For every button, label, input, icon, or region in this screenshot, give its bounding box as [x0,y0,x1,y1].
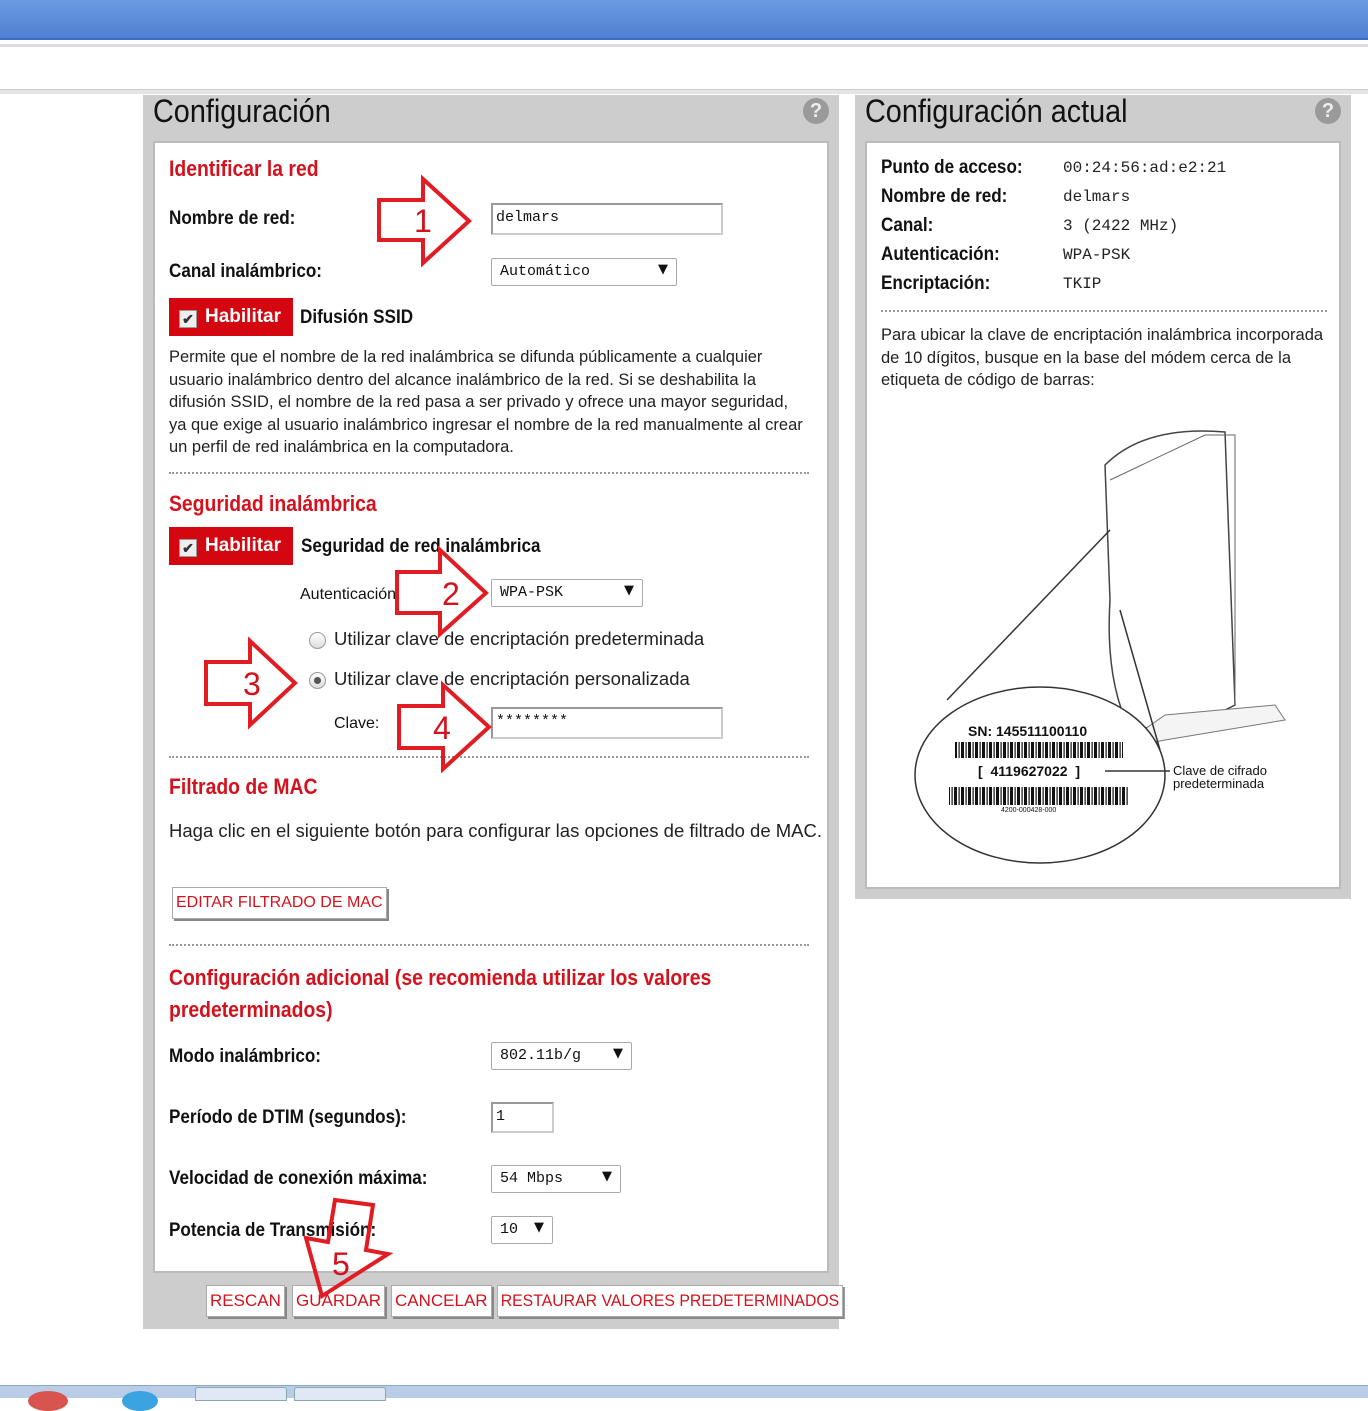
info-value: delmars [1063,188,1131,206]
info-label: Encriptación: [881,273,991,294]
info-value: WPA-PSK [1063,246,1131,264]
edit-mac-filter-button[interactable]: EDITAR FILTRADO DE MAC [172,887,387,919]
info-label: Autenticación: [881,244,1000,265]
channel-label: Canal inalámbrico: [169,261,322,282]
toolbar-divider [0,44,1368,47]
info-label: Canal: [881,215,934,236]
modem-illustration [905,420,1325,870]
current-config-table [881,157,1321,302]
power-label: Potencia de Transmisión: [169,1220,377,1241]
window-title-bar [0,0,1368,40]
chevron-down-icon: ▼ [534,1220,544,1235]
power-value: 10 [500,1221,519,1238]
divider [169,756,809,758]
auth-select[interactable] [491,579,643,607]
channel-value: Automático [500,263,591,280]
info-value: TKIP [1063,275,1102,293]
auth-value: WPA-PSK [500,584,564,601]
label-caption: Clave de cifrado predeterminada [1173,763,1267,791]
taskbar-window-button[interactable] [195,1387,287,1401]
speed-select[interactable] [491,1165,621,1193]
label-default-key: [ 4119627022 ] [978,763,1080,779]
info-value: 3 (2422 MHz) [1063,217,1179,235]
help-icon[interactable]: ? [803,98,829,124]
annotation-number: 4 [433,710,451,746]
enable-label: Habilitar [205,535,282,556]
channel-select[interactable] [491,258,677,286]
annotation-number: 2 [442,576,460,612]
power-select[interactable] [491,1216,553,1244]
info-label: Punto de acceso: [881,157,1023,178]
annotation-number: 5 [332,1246,350,1282]
info-value: 00:24:56:ad:e2:21 [1063,159,1227,177]
restore-defaults-button[interactable]: RESTAURAR VALORES PREDETERMINADOS [497,1285,843,1317]
radio-default-key[interactable] [309,632,326,649]
browser-icon[interactable] [122,1391,158,1411]
chevron-down-icon: ▼ [613,1046,623,1061]
config-title: Configuración [153,93,331,129]
speed-value: 54 Mbps [500,1170,564,1187]
key-location-note: Para ubicar la clave de encriptación inalámbrica incorporada de 10 dígitos, busque en la base del módem cerca de la etiqueta de código de barras: [881,326,1324,389]
section-identify-heading: Identificar la red [169,156,319,181]
cancel-button[interactable]: CANCELAR [391,1285,492,1317]
rescan-button[interactable]: RESCAN [206,1285,285,1317]
divider [881,310,1327,312]
annotation-number: 3 [243,666,261,702]
section-mac-heading: Filtrado de MAC [169,774,318,799]
info-row [881,186,1321,215]
info-row [881,273,1321,302]
network-name-label: Nombre de red: [169,208,296,229]
security-enable-checkbox[interactable] [169,527,293,565]
current-config-title: Configuración actual [865,93,1128,129]
ssid-broadcast-label: Difusión SSID [300,307,414,328]
barcode-icon [955,742,1123,758]
chevron-down-icon: ▼ [602,1169,612,1184]
chevron-down-icon: ▼ [658,262,668,277]
taskbar [0,1385,1368,1398]
chevron-down-icon: ▼ [624,583,634,598]
speed-label: Velocidad de conexión máxima: [169,1168,428,1189]
checkbox-checked-icon: ✔ [179,539,197,557]
checkbox-checked-icon: ✔ [179,310,197,328]
section-additional-heading: Configuración adicional (se recomienda utilizar los valores predeterminados) [169,965,712,1022]
key-input[interactable]: ******** [491,707,723,739]
mode-select[interactable] [491,1042,632,1070]
divider [169,944,809,946]
ssid-enable-checkbox[interactable] [169,298,293,336]
default-key-value: 4119627022 [990,763,1068,779]
info-row [881,215,1321,244]
section-security-heading: Seguridad inalámbrica [169,491,377,516]
security-label: Seguridad de red inalámbrica [301,536,541,557]
radio-custom-key-label[interactable]: Utilizar clave de encriptación personalizada [334,668,690,689]
taskbar-window-button[interactable] [294,1387,386,1401]
annotation-number: 1 [414,203,432,239]
info-label: Nombre de red: [881,186,1008,207]
barcode-icon [949,787,1129,805]
radio-custom-key[interactable] [309,672,326,689]
mode-label: Modo inalámbrico: [169,1046,322,1067]
mac-description: Haga clic en el siguiente botón para configurar las opciones de filtrado de MAC. [169,820,823,841]
save-button[interactable]: GUARDAR [292,1285,385,1317]
enable-label: Habilitar [205,306,282,327]
ssid-description: Permite que el nombre de la red inalámbrica se difunda públicamente a cualquier usuario inalámbrico dentro del alcance inalámbrico de la red. Si se deshabilita la difusión SSID, el nombre de la red pasa a ser privado y ofrece una mayor seguridad, ya que exige al usuario inalámbrico ingresar el nombre de la red manualmente al crear un perfil de red inalámbrica en la computadora. [169,348,803,456]
info-row [881,244,1321,273]
info-row [881,157,1321,186]
help-icon[interactable]: ? [1315,98,1341,124]
divider [169,472,809,474]
dtim-input[interactable]: 1 [491,1102,554,1133]
key-label: Clave: [334,715,380,732]
start-app-icon[interactable] [28,1391,68,1411]
auth-label: Autenticación: [300,586,401,603]
label-serial-number: SN: 145511100110 [968,723,1088,739]
mode-value: 802.11b/g [500,1047,582,1064]
label-part-number: 4200-000428-000 [1001,807,1057,814]
dtim-label: Período de DTIM (segundos): [169,1107,407,1128]
radio-default-key-label[interactable]: Utilizar clave de encriptación predeterminada [334,628,705,649]
network-name-input[interactable]: delmars [491,203,723,235]
